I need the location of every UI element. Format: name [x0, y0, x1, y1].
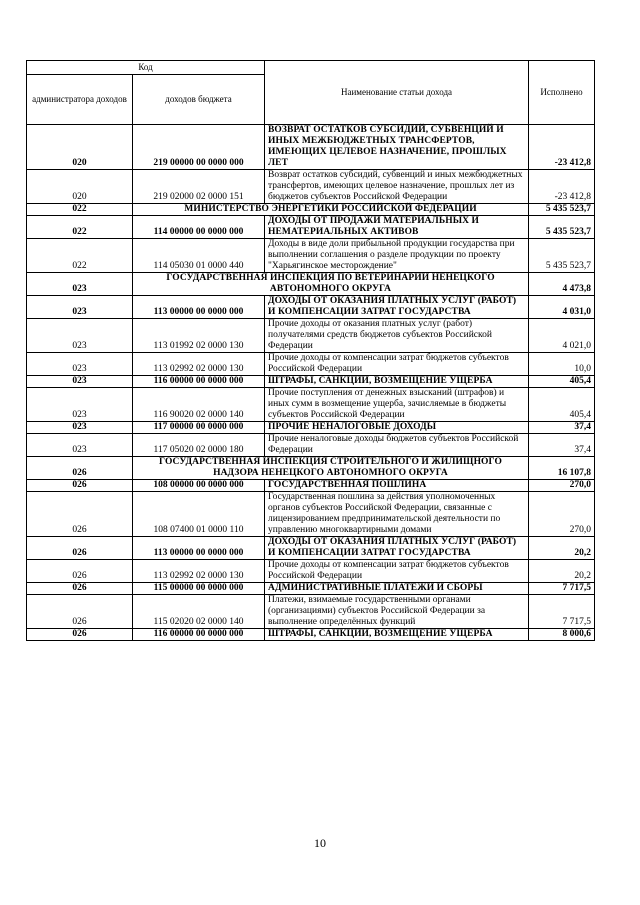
item-name-cell: Платежи, взимаемые государственными органами (организациями) субъектов Российской Федерации за выполнение определённых функций [265, 595, 529, 629]
admin-code-cell: 023 [27, 388, 133, 422]
table-row [27, 560, 595, 583]
admin-code-cell: 023 [27, 353, 133, 376]
table-header [27, 61, 595, 125]
executed-cell: 7 717,5 [529, 595, 595, 629]
admin-code-cell: 023 [27, 376, 133, 388]
executed-cell: 5 435 523,7 [529, 239, 595, 273]
income-code-cell: 108 07400 01 0000 110 [133, 492, 265, 537]
item-name-cell: АДМИНИСТРАТИВНЫЕ ПЛАТЕЖИ И СБОРЫ [265, 583, 529, 595]
admin-code-cell: 023 [27, 296, 133, 319]
income-code-cell: 116 90020 02 0000 140 [133, 388, 265, 422]
table-row [27, 629, 595, 641]
income-code-cell: 117 00000 00 0000 000 [133, 422, 265, 434]
executed-cell: 8 000,6 [529, 629, 595, 641]
admin-code-cell: 022 [27, 239, 133, 273]
table-row [27, 239, 595, 273]
admin-code-cell: 023 [27, 273, 133, 296]
admin-code-cell: 026 [27, 480, 133, 492]
table-row [27, 319, 595, 353]
admin-code-cell: 023 [27, 319, 133, 353]
item-name-cell: ПРОЧИЕ НЕНАЛОГОВЫЕ ДОХОДЫ [265, 422, 529, 434]
income-code-cell: 116 00000 00 0000 000 [133, 629, 265, 641]
revenue-table [26, 60, 595, 641]
table-row [27, 216, 595, 239]
executed-cell: 5 435 523,7 [529, 204, 595, 216]
income-code-cell: 108 00000 00 0000 000 [133, 480, 265, 492]
item-name-cell: Прочие доходы от компенсации затрат бюджетов субъектов Российской Федерации [265, 353, 529, 376]
item-name-cell: Прочие неналоговые доходы бюджетов субъектов Российской Федерации [265, 434, 529, 457]
income-code-cell: 113 00000 00 0000 000 [133, 296, 265, 319]
table-row [27, 434, 595, 457]
executed-cell: 10,0 [529, 353, 595, 376]
item-name-cell: Прочие доходы от компенсации затрат бюджетов субъектов Российской Федерации [265, 560, 529, 583]
income-code-cell: 114 05030 01 0000 440 [133, 239, 265, 273]
item-name-cell: ДОХОДЫ ОТ ПРОДАЖИ МАТЕРИАЛЬНЫХ И НЕМАТЕРИАЛЬНЫХ АКТИВОВ [265, 216, 529, 239]
header-kod: Код [27, 61, 265, 75]
item-name-cell: Прочие доходы от оказания платных услуг (работ) получателями средств бюджетов субъектов Российской Федерации [265, 319, 529, 353]
admin-code-cell: 023 [27, 422, 133, 434]
item-name-cell: ВОЗВРАТ ОСТАТКОВ СУБСИДИЙ, СУБВЕНЦИЙ И ИНЫХ МЕЖБЮДЖЕТНЫХ ТРАНСФЕРТОВ, ИМЕЮЩИХ ЦЕЛЕВОЕ НАЗНАЧЕНИЕ, ПРОШЛЫХ ЛЕТ [265, 125, 529, 170]
executed-cell: 270,0 [529, 480, 595, 492]
header-admin: администратора доходов [27, 75, 133, 125]
table-row [27, 583, 595, 595]
item-name-cell: ДОХОДЫ ОТ ОКАЗАНИЯ ПЛАТНЫХ УСЛУГ (РАБОТ) И КОМПЕНСАЦИИ ЗАТРАТ ГОСУДАРСТВА [265, 296, 529, 319]
item-name-cell: ШТРАФЫ, САНКЦИИ, ВОЗМЕЩЕНИЕ УЩЕРБА [265, 376, 529, 388]
income-code-cell: 219 00000 00 0000 000 [133, 125, 265, 170]
executed-cell: 16 107,8 [529, 457, 595, 480]
table-row [27, 388, 595, 422]
table-row [27, 480, 595, 492]
table-row [27, 125, 595, 170]
income-code-cell: 113 02992 02 0000 130 [133, 353, 265, 376]
header-name: Наименование статьи дохода [265, 61, 529, 125]
table-row [27, 204, 595, 216]
admin-code-cell: 020 [27, 125, 133, 170]
item-name-cell: Прочие поступления от денежных взысканий (штрафов) и иных сумм в возмещение ущерба, зачисляемые в бюджеты субъектов Российской Федерации [265, 388, 529, 422]
table-row [27, 492, 595, 537]
admin-code-cell: 026 [27, 583, 133, 595]
executed-cell: 20,2 [529, 537, 595, 560]
executed-cell: 5 435 523,7 [529, 216, 595, 239]
admin-code-cell: 026 [27, 629, 133, 641]
table-row [27, 457, 595, 480]
executed-cell: 37,4 [529, 434, 595, 457]
executed-cell: 270,0 [529, 492, 595, 537]
header-executed: Исполнено [529, 61, 595, 125]
table-row [27, 353, 595, 376]
admin-code-cell: 026 [27, 595, 133, 629]
table-row [27, 273, 595, 296]
admin-code-cell: 022 [27, 204, 133, 216]
income-code-cell: 117 05020 02 0000 180 [133, 434, 265, 457]
admin-code-cell: 026 [27, 457, 133, 480]
admin-code-cell: 026 [27, 537, 133, 560]
admin-code-cell: 023 [27, 434, 133, 457]
table-row [27, 422, 595, 434]
admin-code-cell: 026 [27, 492, 133, 537]
executed-cell: 7 717,5 [529, 583, 595, 595]
item-name-cell: Доходы в виде доли прибыльной продукции государства при выполнении соглашения о разделе продукции по проекту "Харьягинское месторождение" [265, 239, 529, 273]
income-code-cell: 219 02000 02 0000 151 [133, 170, 265, 204]
item-name-cell: ШТРАФЫ, САНКЦИИ, ВОЗМЕЩЕНИЕ УЩЕРБА [265, 629, 529, 641]
executed-cell: 405,4 [529, 376, 595, 388]
header-income: доходов бюджета [133, 75, 265, 125]
executed-cell: 4 031,0 [529, 296, 595, 319]
income-code-cell: 113 02992 02 0000 130 [133, 560, 265, 583]
executed-cell: -23 412,8 [529, 170, 595, 204]
executed-cell: 4 021,0 [529, 319, 595, 353]
executed-cell: 4 473,8 [529, 273, 595, 296]
executed-cell: -23 412,8 [529, 125, 595, 170]
admin-code-cell: 026 [27, 560, 133, 583]
executed-cell: 20,2 [529, 560, 595, 583]
income-code-cell: 116 00000 00 0000 000 [133, 376, 265, 388]
item-name-cell: ДОХОДЫ ОТ ОКАЗАНИЯ ПЛАТНЫХ УСЛУГ (РАБОТ) И КОМПЕНСАЦИИ ЗАТРАТ ГОСУДАРСТВА [265, 537, 529, 560]
income-code-cell: 114 00000 00 0000 000 [133, 216, 265, 239]
executed-cell: 37,4 [529, 422, 595, 434]
item-name-cell: Возврат остатков субсидий, субвенций и иных межбюджетных трансфертов, имеющих целевое назначение, прошлых лет из бюджетов субъектов Российской Федерации [265, 170, 529, 204]
executed-cell: 405,4 [529, 388, 595, 422]
item-name-cell: Государственная пошлина за действия уполномоченных органов субъектов Российской Федерации, связанные с лицензированием предпринимательской деятельности по управлению многоквартирными домами [265, 492, 529, 537]
page-number: 10 [314, 836, 326, 850]
table-row [27, 296, 595, 319]
item-name-cell: ГОСУДАРСТВЕННАЯ ИНСПЕКЦИЯ СТРОИТЕЛЬНОГО И ЖИЛИЩНОГО НАДЗОРА НЕНЕЦКОГО АВТОНОМНОГО ОКРУГА [133, 457, 529, 480]
income-code-cell: 113 01992 02 0000 130 [133, 319, 265, 353]
item-name-cell: ГОСУДАРСТВЕННАЯ ПОШЛИНА [265, 480, 529, 492]
table-body [27, 125, 595, 641]
table-row [27, 170, 595, 204]
income-code-cell: 115 02020 02 0000 140 [133, 595, 265, 629]
item-name-cell: ГОСУДАРСТВЕННАЯ ИНСПЕКЦИЯ ПО ВЕТЕРИНАРИИ НЕНЕЦКОГО АВТОНОМНОГО ОКРУГА [133, 273, 529, 296]
table-row [27, 595, 595, 629]
item-name-cell: МИНИСТЕРСТВО ЭНЕРГЕТИКИ РОССИЙСКОЙ ФЕДЕРАЦИИ [133, 204, 529, 216]
income-code-cell: 115 00000 00 0000 000 [133, 583, 265, 595]
admin-code-cell: 020 [27, 170, 133, 204]
table-row [27, 376, 595, 388]
income-code-cell: 113 00000 00 0000 000 [133, 537, 265, 560]
table-row [27, 537, 595, 560]
admin-code-cell: 022 [27, 216, 133, 239]
